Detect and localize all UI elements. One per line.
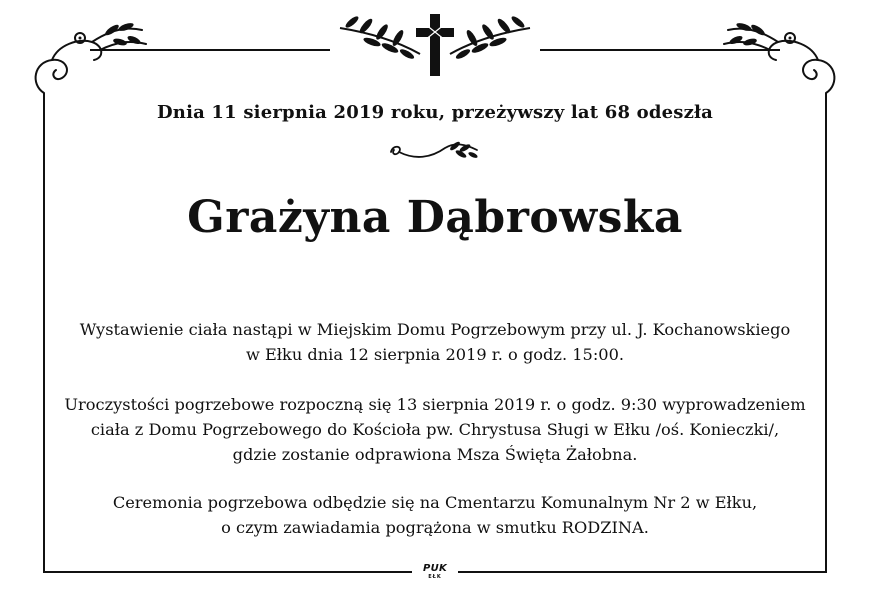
paragraph-line: w Ełku dnia 12 sierpnia 2019 r. o godz. 15:00. bbox=[245, 345, 625, 364]
paragraph-line: ciała z Domu Pogrzebowego do Kościoła pw. Chrystusa Sługi w Ełku /oś. Konieczki/, bbox=[90, 420, 780, 439]
paragraph-line: gdzie zostanie odprawiona Msza Święta Żałobna. bbox=[232, 445, 638, 464]
ceremony-paragraph bbox=[40, 392, 830, 467]
paragraph-line: o czym zawiadamia pogrążona w smutku RODZINA. bbox=[221, 518, 649, 537]
logo-sub-text: EŁK bbox=[428, 574, 442, 580]
paragraph-line: Uroczystości pogrzebowe rozpoczną się 13 sierpnia 2019 r. o godz. 9:30 wyprowadzeniem bbox=[64, 395, 806, 414]
paragraph-line: Ceremonia pogrzebowa odbędzie się na Cmentarzu Komunalnym Nr 2 w Ełku, bbox=[112, 493, 758, 512]
cross-icon bbox=[416, 14, 454, 76]
death-date-headline: Dnia 11 sierpnia 2019 roku, przeżywszy lat 68 odeszła bbox=[156, 102, 714, 123]
burial-paragraph bbox=[40, 490, 830, 540]
viewing-paragraph bbox=[40, 317, 830, 367]
puk-logo bbox=[418, 564, 452, 580]
logo-main-text: PUK bbox=[422, 563, 448, 574]
divider-flourish-icon bbox=[385, 138, 485, 166]
paragraph-line: Wystawienie ciała nastąpi w Miejskim Domu Pogrzebowym przy ul. J. Kochanowskiego bbox=[79, 320, 791, 339]
deceased-name: Grażyna Dąbrowska bbox=[187, 192, 683, 243]
